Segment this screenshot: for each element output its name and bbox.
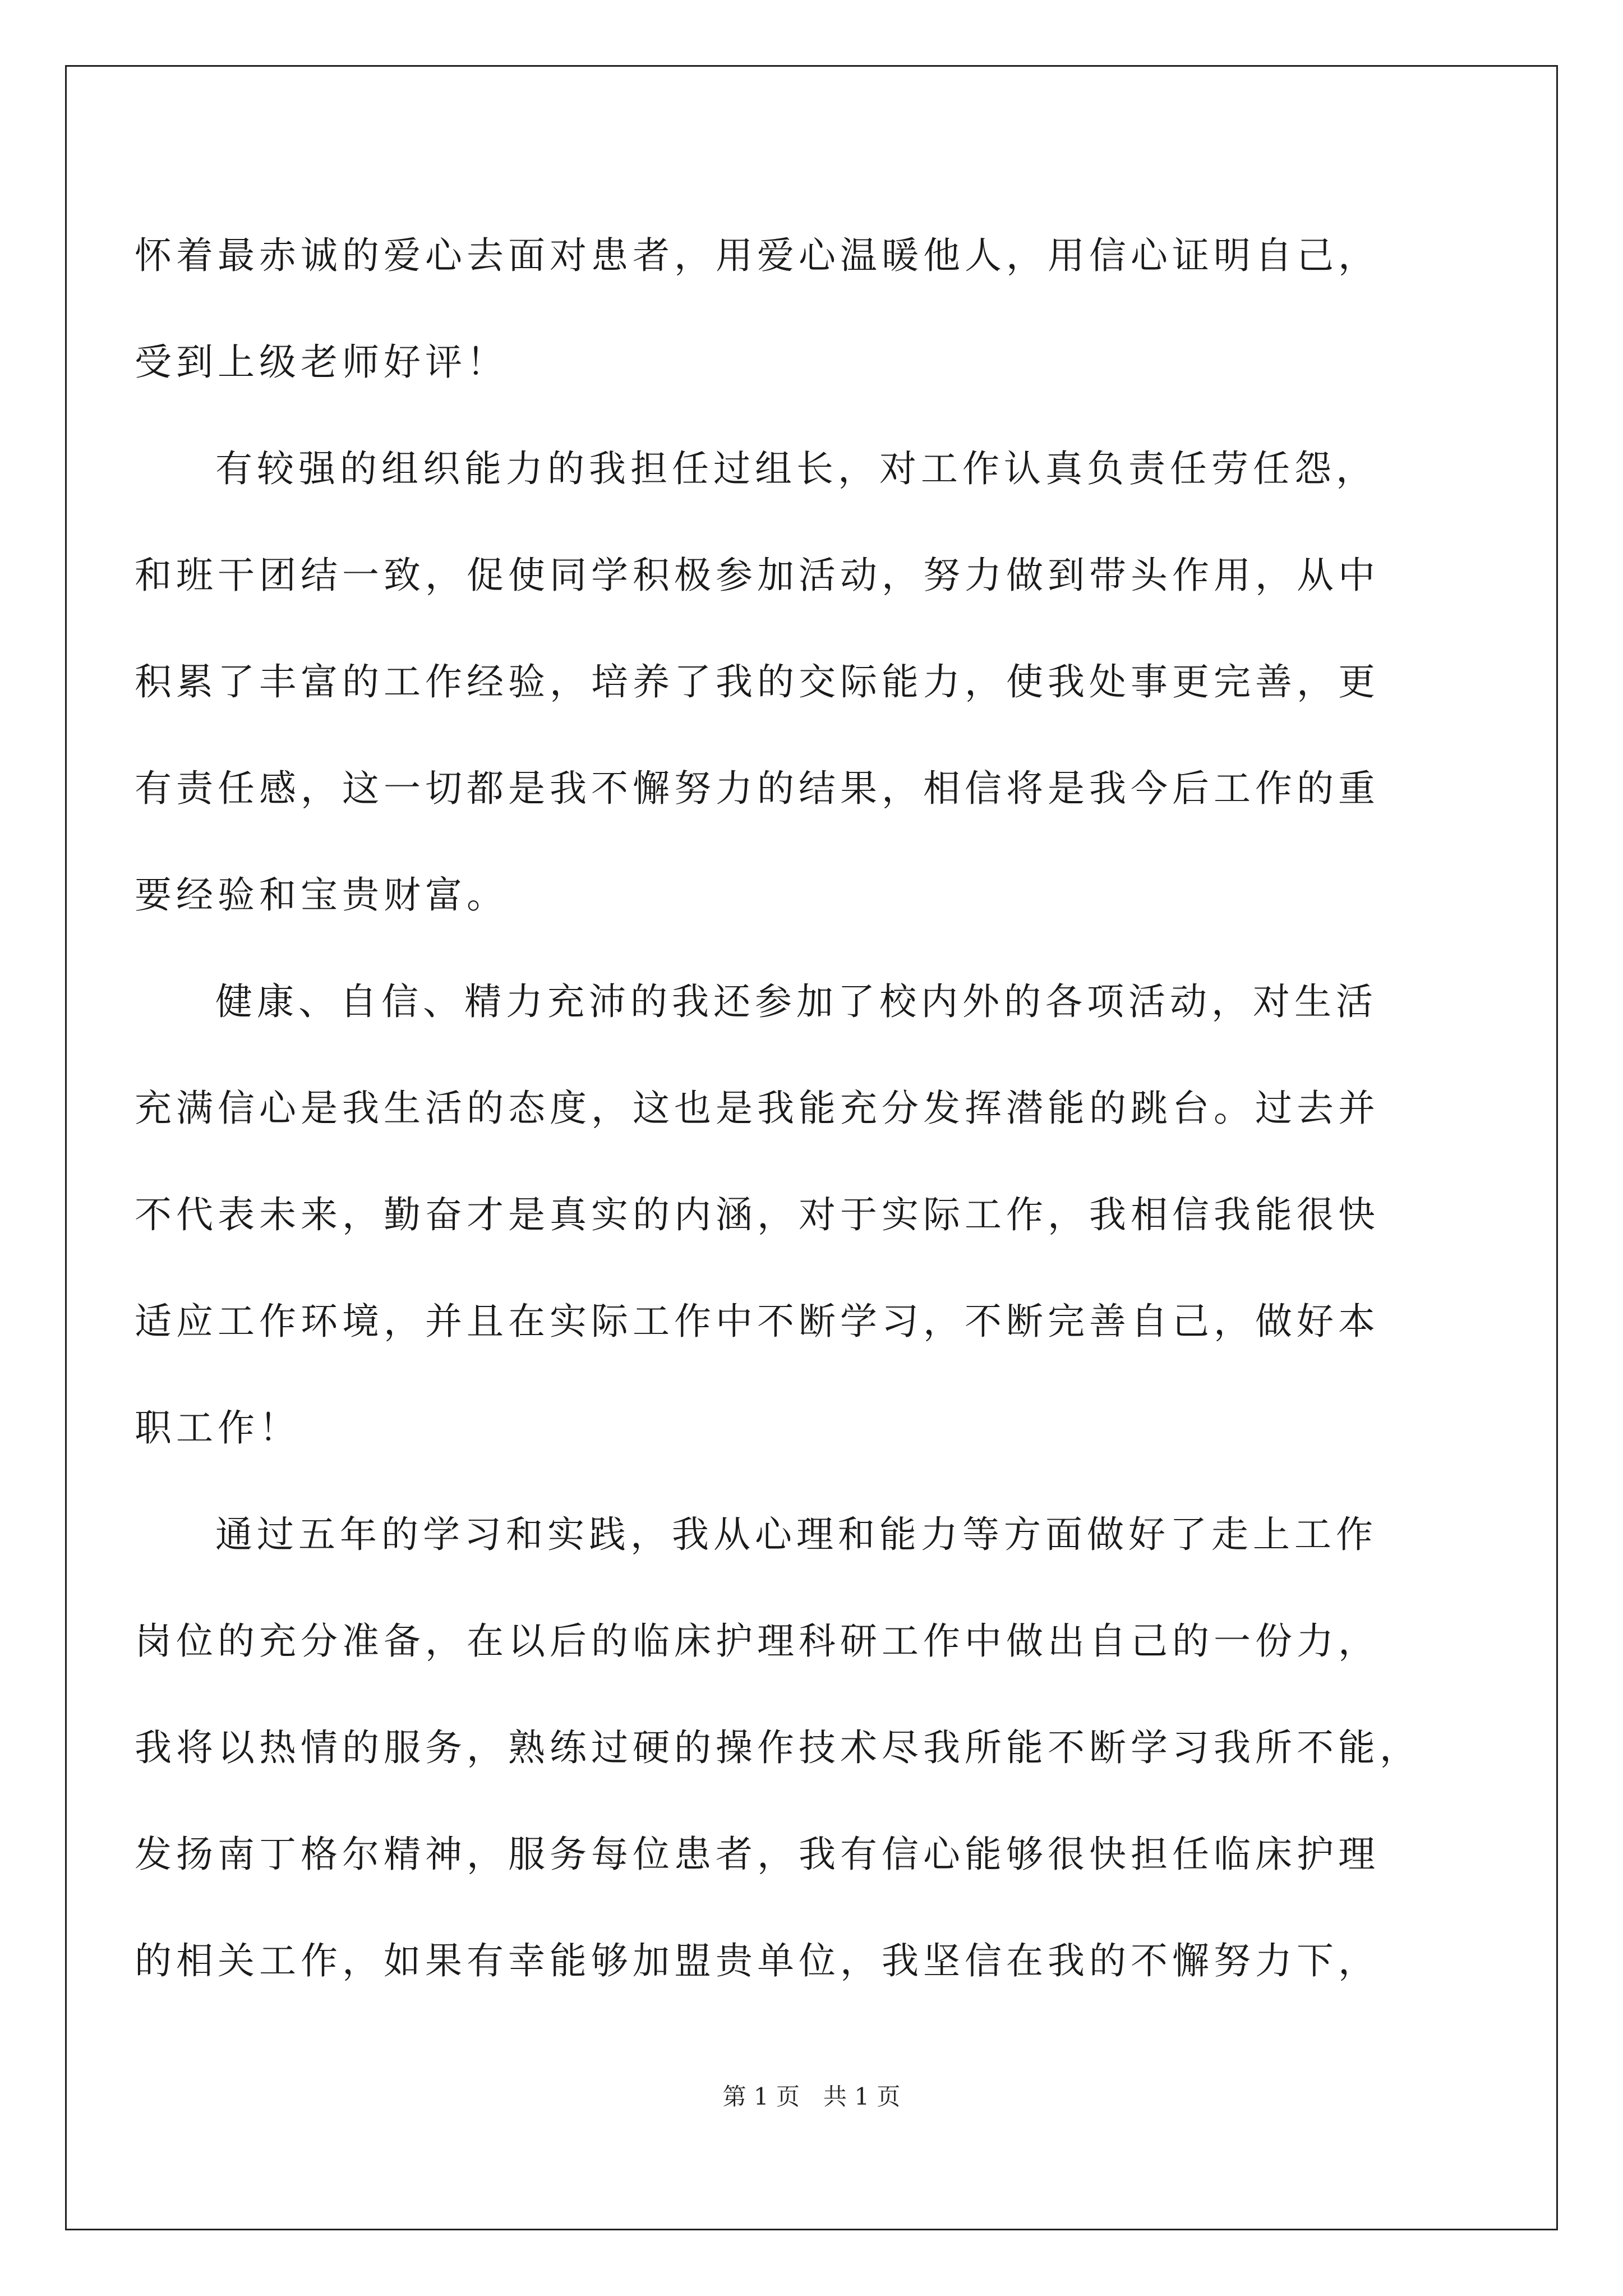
page-footer: 第 1 页 共 1 页	[722, 2083, 901, 2110]
text-line: 适应工作环境，并且在实际工作中不断学习，不断完善自己，做好本	[135, 1300, 1380, 1343]
page-border	[65, 65, 1558, 2230]
text-line: 职工作！	[135, 1406, 301, 1450]
text-line: 充满信心是我生活的态度，这也是我能充分发挥潜能的跳台。过去并	[135, 1087, 1380, 1130]
text-line: 怀着最赤诚的爱心去面对患者，用爱心温暖他人，用信心证明自己，	[135, 234, 1380, 277]
text-line: 有责任感，这一切都是我不懈努力的结果，相信将是我今后工作的重	[135, 767, 1380, 810]
text-line: 和班干团结一致，促使同学积极参加活动，努力做到带头作用，从中	[135, 554, 1380, 597]
text-line: 有较强的组织能力的我担任过组长，对工作认真负责任劳任怨，	[215, 447, 1377, 490]
text-line: 要经验和宝贵财富。	[135, 873, 508, 917]
text-line: 通过五年的学习和实践，我从心理和能力等方面做好了走上工作	[215, 1513, 1377, 1556]
text-line: 发扬南丁格尔精神，服务每位患者，我有信心能够很快担任临床护理	[135, 1833, 1380, 1876]
text-line: 积累了丰富的工作经验，培养了我的交际能力，使我处事更完善，更	[135, 660, 1380, 703]
text-line: 的相关工作，如果有幸能够加盟贵单位，我坚信在我的不懈努力下，	[135, 1939, 1380, 1982]
text-line: 健康、自信、精力充沛的我还参加了校内外的各项活动，对生活	[215, 980, 1377, 1023]
text-line: 岗位的充分准备，在以后的临床护理科研工作中做出自己的一份力，	[135, 1619, 1380, 1663]
text-line: 我将以热情的服务，熟练过硬的操作技术尽我所能不断学习我所不能，	[135, 1726, 1421, 1769]
text-line: 不代表未来，勤奋才是真实的内涵，对于实际工作，我相信我能很快	[135, 1193, 1380, 1236]
text-line: 受到上级老师好评！	[135, 341, 508, 384]
